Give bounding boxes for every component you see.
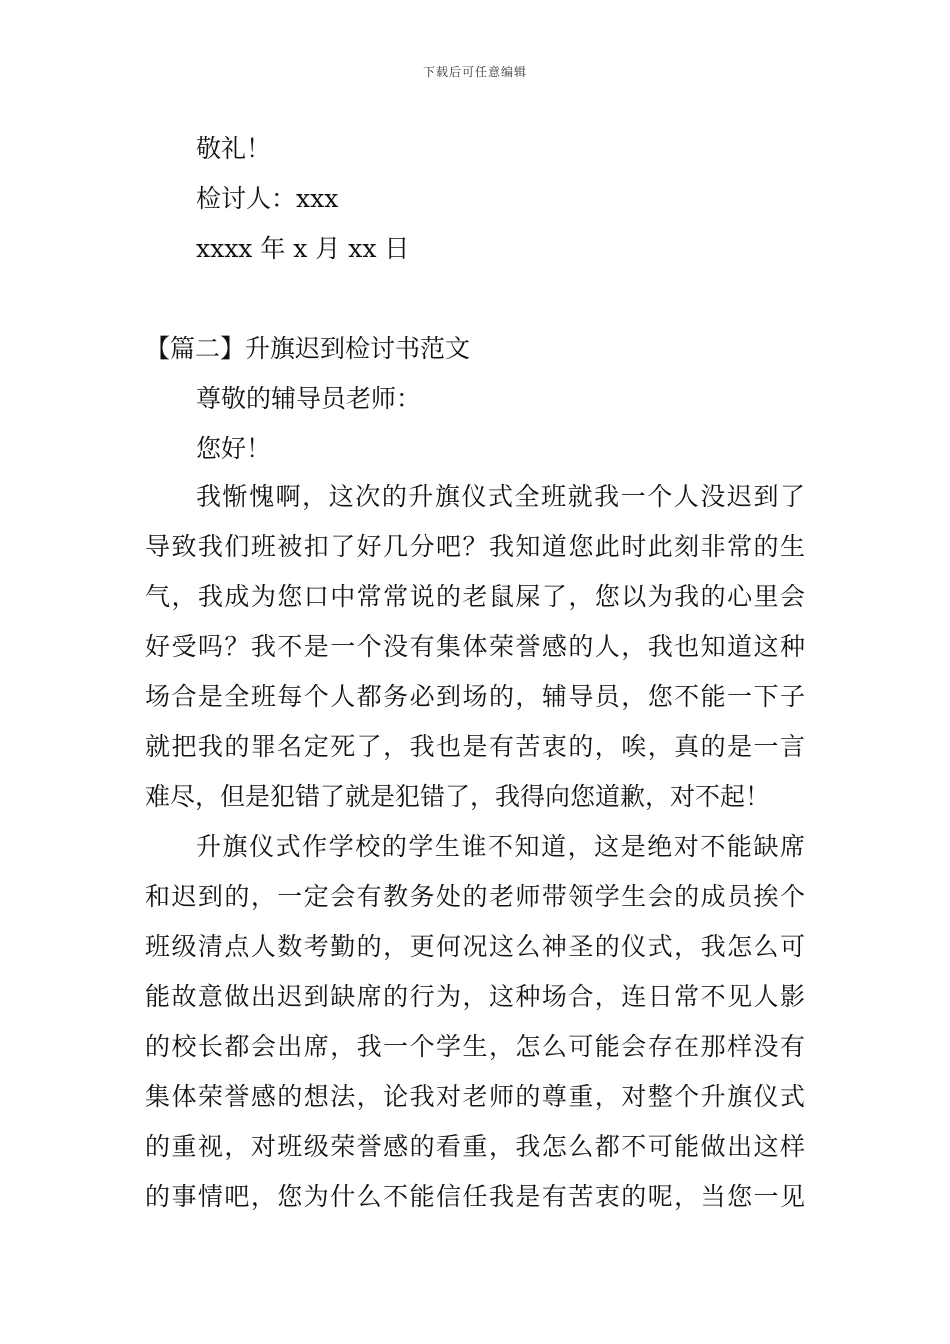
paragraph-line: 我惭愧啊，这次的升旗仪式全班就我一个人没迟到了 (196, 482, 805, 511)
closing-author: 检讨人：xxx (196, 184, 339, 213)
closing-salute: 敬礼！ (196, 134, 272, 163)
paragraph-line: 和迟到的，一定会有教务处的老师带领学生会的成员挨个 (145, 882, 805, 911)
paragraph-line: 就把我的罪名定死了，我也是有苦衷的，唉，真的是一言 (145, 732, 805, 761)
paragraph-line: 集体荣誉感的想法，论我对老师的尊重，对整个升旗仪式 (145, 1082, 805, 1111)
paragraph-line: 难尽，但是犯错了就是犯错了，我得向您道歉，对不起！ (145, 782, 771, 811)
letter-hello: 您好！ (196, 434, 272, 463)
paragraph-line: 导致我们班被扣了好几分吧？我知道您此时此刻非常的生 (145, 532, 805, 561)
paragraph-line: 好受吗？我不是一个没有集体荣誉感的人，我也知道这种 (145, 632, 805, 661)
letter-greeting: 尊敬的辅导员老师： (196, 384, 422, 413)
paragraph-line: 的事情吧，您为什么不能信任我是有苦衷的呢，当您一见 (145, 1182, 805, 1211)
paragraph-line: 的重视，对班级荣誉感的看重，我怎么都不可能做出这样 (145, 1132, 805, 1161)
closing-date: xxxx 年 x 月 xx 日 (196, 234, 410, 263)
paragraph-line: 能故意做出迟到缺席的行为，这种场合，连日常不见人影 (145, 982, 805, 1011)
paragraph-line: 气，我成为您口中常常说的老鼠屎了，您以为我的心里会 (145, 582, 805, 611)
paragraph-line: 班级清点人数考勤的，更何况这么神圣的仪式，我怎么可 (145, 932, 805, 961)
page-header: 下载后可任意编辑 (422, 65, 527, 79)
section-title: 【篇二】升旗迟到检讨书范文 (145, 334, 471, 363)
paragraph-line: 升旗仪式作学校的学生谁不知道，这是绝对不能缺席 (196, 832, 805, 861)
paragraph-line: 场合是全班每个人都务必到场的，辅导员，您不能一下子 (145, 682, 805, 711)
paragraph-line: 的校长都会出席，我一个学生，怎么可能会存在那样没有 (145, 1032, 805, 1061)
